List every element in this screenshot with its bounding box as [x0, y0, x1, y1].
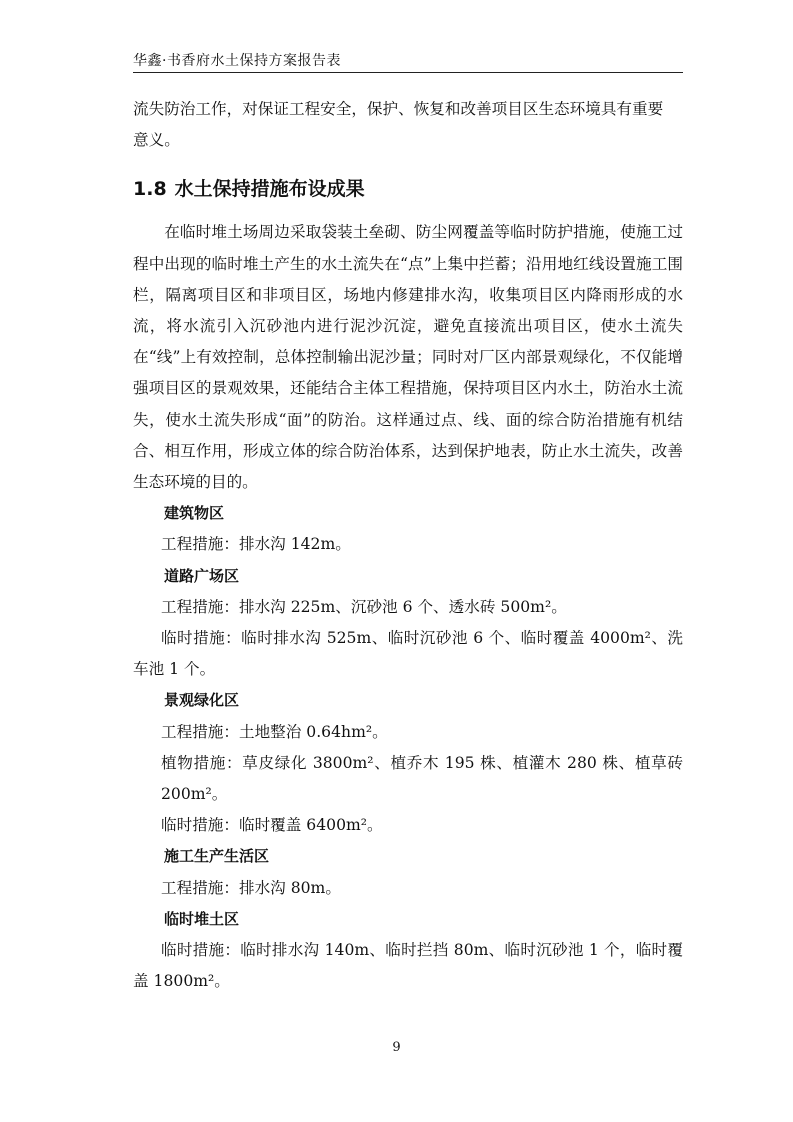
- zone-heading-building: 建筑物区: [164, 504, 225, 523]
- section-heading: [133, 175, 683, 203]
- zone-measure: 工程措施：排水沟 80m。: [161, 878, 341, 897]
- running-header: 华鑫·书香府水土保持方案报告表: [133, 53, 341, 69]
- intro-line-2: 意义。: [133, 131, 180, 150]
- zone-measure: 临时措施：临时排水沟 140m、临时拦挡 80m、临时沉砂池 1 个，临时覆盖 1800m²。: [133, 941, 683, 991]
- zone-heading-road-plaza: 道路广场区: [164, 566, 240, 585]
- header-divider: [133, 72, 683, 73]
- zone-measure: 临时措施：临时覆盖 6400m²。: [161, 816, 383, 835]
- zone-measure: 工程措施：排水沟 142m。: [161, 535, 351, 554]
- zone-heading-landscape: 景观绿化区: [164, 691, 240, 710]
- zone-measure: 工程措施：土地整治 0.64hm²。: [161, 722, 388, 741]
- zone-measure: 工程措施：排水沟 225m、沉砂池 6 个、透水砖 500m²。: [161, 597, 567, 616]
- section-number: 1.8: [133, 178, 167, 201]
- zone-measure: 植物措施：草皮绿化 3800m²、植乔木 195 株、植灌木 280 株、植草砖 200m²。: [161, 753, 683, 804]
- page-body: [133, 94, 683, 997]
- zone-measure: 临时措施：临时排水沟 525m、临时沉砂池 6 个、临时覆盖 4000m²、洗车池 1 个。: [133, 629, 683, 679]
- zone-heading-construction-living: 施工生产生活区: [164, 847, 270, 866]
- page-number: 9: [392, 1040, 401, 1055]
- section-title: 水土保持措施布设成果: [174, 178, 365, 201]
- section-paragraph: 在临时堆土场周边采取袋装土垒砌、防尘网覆盖等临时防护措施，使施工过程中出现的临时堆土产生的水土流失在“点”上集中拦蓄；沿用地红线设置施工围栏，隔离项目区和非项目区，场地内修建排水沟，收集项目区内降雨形成的水流，将水流引入沉砂池内进行泥沙沉淀，避免直接流出项目区，使水土流失在“线”上有效控制，总体控制输出泥沙量；同时对厂区内部景观绿化，不仅能增强项目区的景观效果，还能结合主体工程措施，保持项目区内水土，防治水土流失，使水土流失形成“面”的防治。这样通过点、线、面的综合防治措施有机结合、相互作用，形成立体的综合防治体系，达到保护地表，防止水土流失，改善生态环境的目的。: [133, 223, 683, 492]
- zone-heading-temp-stockpile: 临时堆土区: [164, 909, 240, 928]
- intro-line-1: 流失防治工作，对保证工程安全，保护、恢复和改善项目区生态环境具有重要: [133, 100, 664, 118]
